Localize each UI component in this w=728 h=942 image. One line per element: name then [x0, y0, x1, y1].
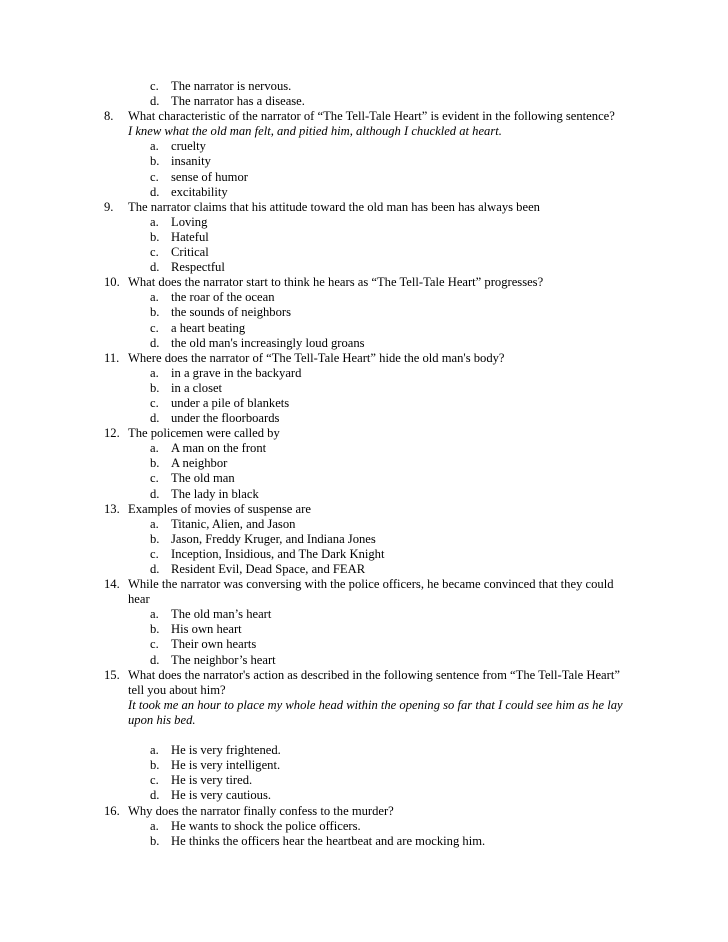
answer-option: [104, 547, 664, 562]
option-text: The old man’s heart: [171, 607, 272, 622]
answer-option: [104, 230, 664, 245]
option-text: Hateful: [171, 229, 209, 244]
option-text: He is very tired.: [171, 773, 253, 788]
option-letter: d.: [150, 94, 160, 109]
answer-option: [104, 441, 664, 456]
option-letter: d.: [150, 788, 160, 803]
option-letter: b.: [150, 531, 160, 546]
answer-option: [104, 321, 664, 336]
option-text: Resident Evil, Dead Space, and FEAR: [171, 562, 366, 576]
question-item: [104, 275, 664, 290]
option-text: sense of humor: [171, 169, 248, 184]
answer-option: [104, 562, 664, 577]
answer-option: [104, 653, 664, 668]
question-item: [104, 668, 664, 683]
option-text: The narrator is nervous.: [171, 79, 292, 93]
question-number: 9.: [104, 199, 114, 214]
question-text: Examples of movies of suspense are: [128, 501, 311, 516]
option-letter: a.: [150, 743, 159, 758]
option-text: He is very frightened.: [171, 743, 281, 758]
answer-option: [104, 139, 664, 154]
option-text: Inception, Insidious, and The Dark Knight: [171, 546, 385, 561]
option-letter: b.: [150, 622, 160, 637]
option-letter: b.: [150, 456, 160, 471]
option-text: under a pile of blankets: [171, 395, 290, 410]
answer-option: [104, 819, 664, 834]
option-letter: c.: [150, 471, 159, 486]
answer-option: [104, 366, 664, 381]
option-text: His own heart: [171, 622, 242, 637]
option-text: A man on the front: [171, 441, 267, 456]
option-letter: a.: [150, 290, 159, 305]
option-letter: b.: [150, 305, 160, 320]
question-text: While the narrator was conversing with the police officers, he became convinced that they could: [128, 577, 614, 592]
answer-option: [104, 185, 664, 200]
option-letter: c.: [150, 546, 159, 561]
option-text: cruelty: [171, 139, 206, 154]
question-list: [104, 79, 664, 849]
option-letter: a.: [150, 607, 159, 622]
question-continuation: tell you about him?: [128, 682, 226, 697]
option-letter: d.: [150, 411, 160, 426]
option-text: a heart beating: [171, 320, 246, 335]
answer-option: [104, 215, 664, 230]
option-letter: a.: [150, 214, 159, 229]
option-text: He is very intelligent.: [171, 758, 281, 773]
answer-option: [104, 411, 664, 426]
question-number: 14.: [104, 577, 120, 592]
answer-option: [104, 637, 664, 652]
option-letter: a.: [150, 516, 159, 531]
option-letter: d.: [150, 184, 160, 199]
option-letter: a.: [150, 139, 159, 154]
answer-option: [104, 456, 664, 471]
option-text: Titanic, Alien, and Jason: [171, 516, 296, 531]
option-text: He thinks the officers hear the heartbeat and are mocking him.: [171, 833, 486, 848]
answer-option: [104, 622, 664, 637]
answer-option: [104, 532, 664, 547]
answer-option: [104, 773, 664, 788]
option-letter: b.: [150, 833, 160, 848]
option-text: in a closet: [171, 380, 223, 395]
answer-option: [104, 290, 664, 305]
question-item: [104, 804, 664, 819]
option-letter: a.: [150, 365, 159, 380]
option-letter: d.: [150, 486, 160, 501]
option-letter: c.: [150, 320, 159, 335]
blank-line: [104, 728, 664, 743]
option-text: He wants to shock the police officers.: [171, 818, 361, 833]
question-number: 12.: [104, 426, 120, 441]
answer-option: [104, 396, 664, 411]
question-text: Why does the narrator finally confess to the murder?: [128, 803, 394, 818]
question-number: 11.: [104, 350, 120, 365]
question-text: The narrator claims that his attitude toward the old man has been has always been: [128, 199, 540, 214]
answer-option: [104, 487, 664, 502]
answer-option: [104, 834, 664, 849]
option-letter: b.: [150, 229, 160, 244]
option-text: excitability: [171, 184, 228, 199]
question-item: [104, 502, 664, 517]
option-text: in a grave in the backyard: [171, 365, 302, 380]
answer-option: [104, 260, 664, 275]
option-letter: d.: [150, 335, 160, 350]
option-letter: c.: [150, 395, 159, 410]
answer-option: [104, 170, 664, 185]
quoted-sentence: I knew what the old man felt, and pitied him, although I chuckled at heart.: [128, 124, 502, 139]
question-text: The policemen were called by: [128, 426, 280, 441]
option-letter: c.: [150, 169, 159, 184]
answer-option: [104, 743, 664, 758]
question-text: What does the narrator's action as described in the following sentence from “The Tell-Tale Heart”: [128, 667, 620, 682]
answer-option: [104, 245, 664, 260]
option-text: the sounds of neighbors: [171, 305, 291, 320]
option-text: The neighbor’s heart: [171, 652, 276, 667]
answer-option: [104, 305, 664, 320]
option-text: under the floorboards: [171, 411, 280, 426]
answer-option: [104, 154, 664, 169]
question-text: What characteristic of the narrator of “The Tell-Tale Heart” is evident in the following sentence?: [128, 109, 615, 124]
option-letter: d.: [150, 652, 160, 667]
answer-option: [104, 336, 664, 351]
question-text: Where does the narrator of “The Tell-Tale Heart” hide the old man's body?: [128, 350, 505, 365]
question-number: 8.: [104, 109, 114, 124]
question-number: 16.: [104, 803, 120, 818]
option-text: Critical: [171, 245, 209, 260]
option-letter: d.: [150, 260, 160, 275]
question-item: [104, 426, 664, 441]
question-continuation: hear: [128, 592, 150, 607]
answer-option: [104, 758, 664, 773]
answer-option: [104, 788, 664, 803]
answer-option: [104, 607, 664, 622]
option-letter: c.: [150, 773, 159, 788]
answer-option: [104, 381, 664, 396]
question-item: [104, 577, 664, 592]
question-number: 15.: [104, 667, 120, 682]
option-letter: c.: [150, 637, 159, 652]
option-text: The lady in black: [171, 486, 259, 501]
option-letter: d.: [150, 562, 160, 576]
option-letter: b.: [150, 154, 160, 169]
option-text: He is very cautious.: [171, 788, 272, 803]
answer-option: [104, 94, 664, 109]
option-letter: c.: [150, 79, 159, 93]
option-text: insanity: [171, 154, 211, 169]
question-item: [104, 351, 664, 366]
question-item: [104, 109, 664, 124]
question-number: 13.: [104, 501, 120, 516]
option-letter: a.: [150, 441, 159, 456]
option-text: Their own hearts: [171, 637, 257, 652]
option-text: A neighbor: [171, 456, 228, 471]
option-text: Respectful: [171, 260, 225, 275]
option-letter: b.: [150, 758, 160, 773]
answer-option: [104, 79, 664, 94]
option-letter: b.: [150, 380, 160, 395]
quoted-sentence: upon his bed.: [128, 712, 196, 727]
question-item: [104, 200, 664, 215]
quoted-sentence: It took me an hour to place my whole head within the opening so far that I could see him as he lay: [128, 697, 623, 712]
option-text: The narrator has a disease.: [171, 94, 305, 109]
option-text: the roar of the ocean: [171, 290, 275, 305]
option-letter: a.: [150, 818, 159, 833]
answer-option: [104, 517, 664, 532]
question-text: What does the narrator start to think he hears as “The Tell-Tale Heart” progresses?: [128, 275, 544, 290]
option-text: The old man: [171, 471, 235, 486]
question-number: 10.: [104, 275, 120, 290]
option-text: Jason, Freddy Kruger, and Indiana Jones: [171, 531, 376, 546]
option-text: the old man's increasingly loud groans: [171, 335, 365, 350]
answer-option: [104, 471, 664, 486]
option-text: Loving: [171, 214, 208, 229]
option-letter: c.: [150, 245, 159, 260]
